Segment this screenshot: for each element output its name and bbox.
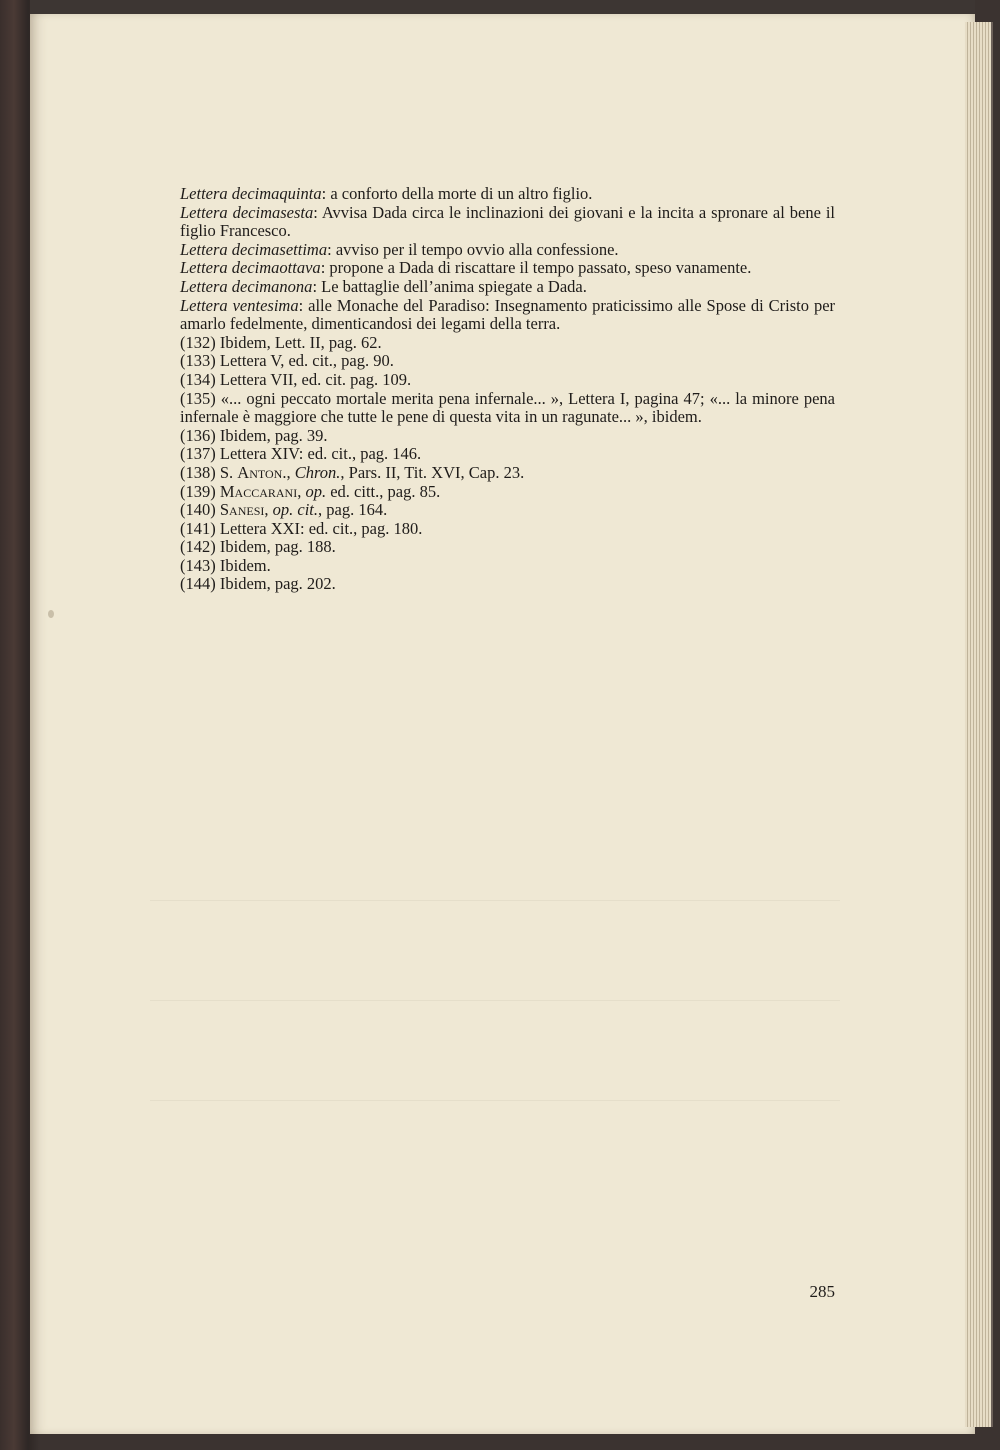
letter-summary — [0, 204, 835, 241]
footnote-140 — [180, 501, 835, 520]
show-through-line — [150, 900, 840, 901]
letter-title: Lettera ventesima — [180, 295, 299, 315]
author-name: Anton. — [237, 462, 287, 482]
letter-description: : avviso per il tempo ovvio alla confessione. — [327, 239, 619, 259]
letter-summary — [180, 185, 835, 204]
footnote-text: (140) — [180, 500, 220, 520]
footnote-text: , — [264, 500, 273, 520]
letter-description: : propone a Dada di riscattare il tempo passato, speso vanamente. — [320, 258, 752, 278]
footnote-139 — [180, 483, 835, 502]
work-title: Chron. — [294, 462, 341, 482]
footnote-text: (138) S. — [180, 462, 238, 482]
text-block — [180, 185, 835, 594]
show-through-line — [150, 1000, 840, 1001]
footnote-138 — [180, 464, 835, 483]
letter-title: Lettera decimasettima — [180, 239, 328, 259]
footnote-text: ed. citt., pag. 85. — [326, 481, 441, 501]
letter-title: Lettera decimaottava — [180, 258, 321, 278]
letter-summary — [180, 259, 835, 278]
footnote-text: , — [297, 481, 306, 501]
paper-spot — [48, 610, 54, 618]
work-abbrev: op. — [305, 481, 327, 501]
footnote-text: , Pars. II, Tit. XVI, Cap. 23. — [340, 462, 525, 482]
letter-title: Lettera decimaquinta — [180, 184, 322, 203]
footnote-142: (142) Ibidem, pag. 188. — [180, 537, 336, 557]
letter-description: : Le battaglie dell’anima spiegate a Dada. — [312, 276, 587, 296]
footnote-136: (136) Ibidem, pag. 39. — [180, 425, 328, 445]
footnote-text: (139) — [180, 481, 220, 501]
page-number: 285 — [809, 1282, 835, 1301]
footnote-135: (135) «... ogni peccato mortale merita pena infernale... », Lettera I, pagina 47; «... la minore pena infernale è maggiore che tutte le pene di questa vita in un ragunate... », ibidem. — [180, 388, 835, 427]
letter-description: : a conforto della morte di un altro figlio. — [321, 184, 593, 203]
letter-description: : Avvisa Dada circa le inclinazioni dei giovani e la incita a spronare al bene il figlio Francesco. — [180, 202, 835, 241]
work-abbrev: op. cit. — [272, 500, 319, 520]
footnote-144: (144) Ibidem, pag. 202. — [180, 574, 336, 594]
author-name: Maccarani — [219, 481, 298, 501]
footnote-134: (134) Lettera VII, ed. cit. pag. 109. — [180, 369, 412, 389]
letter-summary — [180, 241, 835, 260]
page-fore-edge — [965, 22, 993, 1427]
footnote-137: (137) Lettera XIV: ed. cit., pag. 146. — [180, 444, 422, 464]
letter-title: Lettera decimasesta — [180, 202, 314, 222]
letter-description: : alle Monache del Paradiso: Insegnamento praticissimo alle Spose di Cristo per amarlo fedelmente, dimenticandosi dei legami della terra. — [180, 295, 836, 334]
footnote-text: , — [286, 462, 295, 482]
footnote-141: (141) Lettera XXI: ed. cit., pag. 180. — [180, 518, 423, 538]
footnote-text: , pag. 164. — [318, 500, 388, 520]
letter-summary — [180, 297, 835, 334]
letter-summary — [180, 278, 835, 297]
footnote-143: (143) Ibidem. — [180, 555, 271, 575]
footnote-133: (133) Lettera V, ed. cit., pag. 90. — [180, 351, 394, 371]
letter-title: Lettera decimanona — [180, 276, 313, 296]
footnote-132: (132) Ibidem, Lett. II, pag. 62. — [180, 332, 382, 352]
author-name: Sanesi — [219, 500, 265, 520]
show-through-line — [150, 1100, 840, 1101]
